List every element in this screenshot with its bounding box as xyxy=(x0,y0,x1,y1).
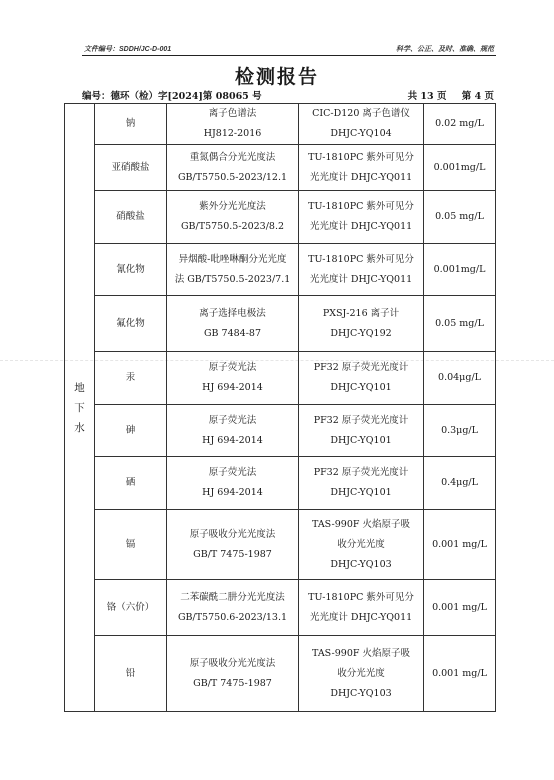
instrument-line: TU-1810PC 紫外可见分 xyxy=(308,151,414,163)
method-cell xyxy=(167,352,299,405)
instrument-cell xyxy=(299,580,424,636)
instrument-line: DHJC-YQ101 xyxy=(330,382,392,393)
instrument-line: 收分光光度 xyxy=(337,538,385,550)
current-page: 第 4 页 xyxy=(461,91,494,102)
item-cell: 亚硝酸盐 xyxy=(95,145,167,191)
instrument-cell xyxy=(299,636,424,712)
method-line: 原子吸收分光光度法 xyxy=(189,528,276,540)
method-line: 二苯碳酰二肼分光光度法 xyxy=(180,591,285,603)
category-cell xyxy=(65,104,95,712)
methods-table xyxy=(64,103,496,712)
report-number: 编号：德环（检）字[2024]第 08065 号 xyxy=(82,91,262,102)
item-cell: 硝酸盐 xyxy=(95,191,167,244)
instrument-line: DHJC-YQ101 xyxy=(330,487,392,498)
method-line: 原子荧光法 xyxy=(208,467,257,478)
method-line: 重氮偶合分光光度法 xyxy=(189,151,276,163)
method-cell xyxy=(167,405,299,457)
method-line: HJ 694-2014 xyxy=(202,434,263,446)
item-cell: 镉 xyxy=(95,510,167,580)
instrument-line: DHJC-YQ104 xyxy=(330,128,392,139)
method-line: HJ812-2016 xyxy=(203,128,262,139)
instrument-cell xyxy=(299,296,424,352)
item-cell: 钠 xyxy=(95,104,167,145)
table-row xyxy=(65,296,496,352)
instrument-line: TAS-990F 火焰原子吸 xyxy=(312,518,410,530)
table-row xyxy=(65,457,496,510)
item-cell: 铅 xyxy=(95,636,167,712)
item-cell: 铬（六价） xyxy=(95,580,167,636)
method-cell xyxy=(167,145,299,191)
instrument-cell xyxy=(299,405,424,457)
method-cell xyxy=(167,191,299,244)
detection-limit-cell: 0.05 mg/L xyxy=(424,191,496,244)
instrument-line: TU-1810PC 紫外可见分 xyxy=(308,591,414,603)
method-cell xyxy=(167,636,299,712)
table-row xyxy=(65,405,496,457)
instrument-line: PF32 原子荧光光度计 xyxy=(313,467,409,478)
table-row xyxy=(65,510,496,580)
instrument-cell xyxy=(299,191,424,244)
detection-limit-cell: 0.001mg/L xyxy=(424,145,496,191)
method-cell xyxy=(167,244,299,296)
method-cell xyxy=(167,580,299,636)
detection-limit-cell: 0.001 mg/L xyxy=(424,580,496,636)
instrument-cell xyxy=(299,352,424,405)
instrument-line: CIC-D120 离子色谱仪 xyxy=(312,108,410,119)
page-info xyxy=(396,88,494,102)
item-cell: 氟化物 xyxy=(95,296,167,352)
method-cell xyxy=(167,457,299,510)
table-row xyxy=(65,191,496,244)
detection-limit-cell: 0.001 mg/L xyxy=(424,510,496,580)
instrument-line: 光光度计 DHJC-YQ011 xyxy=(309,273,413,285)
method-line: 原子荧光法 xyxy=(208,414,257,426)
method-line: 原子荧光法 xyxy=(208,362,257,373)
detection-limit-cell: 0.02 mg/L xyxy=(424,104,496,145)
method-line: 法 GB/T5750.5-2023/7.1 xyxy=(174,273,291,285)
detection-limit-cell: 0.001mg/L xyxy=(424,244,496,296)
instrument-line: 光光度计 DHJC-YQ011 xyxy=(309,221,413,232)
table-row xyxy=(65,104,496,145)
instrument-cell xyxy=(299,145,424,191)
instrument-line: DHJC-YQ103 xyxy=(330,687,392,699)
instrument-cell xyxy=(299,244,424,296)
method-cell xyxy=(167,104,299,145)
instrument-line: TU-1810PC 紫外可见分 xyxy=(308,201,414,212)
method-line: GB/T5750.6-2023/13.1 xyxy=(177,611,288,623)
item-cell: 砷 xyxy=(95,405,167,457)
item-cell: 硒 xyxy=(95,457,167,510)
method-line: GB/T 7475-1987 xyxy=(193,677,272,689)
header-divider xyxy=(82,55,496,56)
detection-limit-cell: 0.4μg/L xyxy=(424,457,496,510)
instrument-line: 收分光光度 xyxy=(337,667,385,679)
instrument-line: DHJC-YQ192 xyxy=(330,327,392,339)
category-char: 地 xyxy=(74,381,85,394)
method-line: 紫外分光光度法 xyxy=(199,201,266,212)
instrument-cell xyxy=(299,104,424,145)
method-line: HJ 694-2014 xyxy=(202,382,263,393)
detection-limit-cell: 0.3μg/L xyxy=(424,405,496,457)
instrument-line: DHJC-YQ103 xyxy=(330,558,392,570)
method-line: 原子吸收分光光度法 xyxy=(189,657,276,669)
report-meta xyxy=(82,88,494,102)
table-row xyxy=(65,580,496,636)
detection-limit-cell: 0.04μg/L xyxy=(424,352,496,405)
table-row xyxy=(65,145,496,191)
item-cell: 汞 xyxy=(95,352,167,405)
instrument-cell xyxy=(299,457,424,510)
total-pages: 共 13 页 xyxy=(407,91,447,102)
report-title: 检测报告 xyxy=(234,66,319,88)
table-row xyxy=(65,352,496,405)
instrument-line: DHJC-YQ101 xyxy=(330,434,392,446)
method-cell xyxy=(167,296,299,352)
method-line: HJ 694-2014 xyxy=(202,487,263,498)
category-char: 下 xyxy=(74,401,85,414)
method-line: 异烟酸-吡唑啉酮分光光度 xyxy=(178,253,287,265)
instrument-line: 光光度计 DHJC-YQ011 xyxy=(309,611,413,623)
instrument-line: PXSJ-216 离子计 xyxy=(322,307,400,319)
instrument-line: PF32 原子荧光光度计 xyxy=(313,362,409,373)
method-line: GB/T5750.5-2023/8.2 xyxy=(180,221,285,232)
table-row xyxy=(65,244,496,296)
method-line: GB/T5750.5-2023/12.1 xyxy=(177,171,288,183)
instrument-cell xyxy=(299,510,424,580)
item-cell: 氰化物 xyxy=(95,244,167,296)
instrument-line: PF32 原子荧光光度计 xyxy=(313,414,409,426)
detection-limit-cell: 0.05 mg/L xyxy=(424,296,496,352)
method-line: 离子色谱法 xyxy=(208,108,257,119)
method-line: GB/T 7475-1987 xyxy=(193,548,272,560)
category-char: 水 xyxy=(74,421,85,434)
method-line: GB 7484-87 xyxy=(203,327,262,339)
detection-limit-cell: 0.001 mg/L xyxy=(424,636,496,712)
method-cell xyxy=(167,510,299,580)
instrument-line: TAS-990F 火焰原子吸 xyxy=(312,647,410,659)
header-motto: 科学、公正、及时、准确、规范 xyxy=(396,46,494,53)
method-line: 离子选择电极法 xyxy=(199,307,266,319)
instrument-line: 光光度计 DHJC-YQ011 xyxy=(309,171,413,183)
document-code: 文件编号：SDDH/JC-D-001 xyxy=(84,46,172,53)
table-row xyxy=(65,636,496,712)
instrument-line: TU-1810PC 紫外可见分 xyxy=(308,253,414,265)
